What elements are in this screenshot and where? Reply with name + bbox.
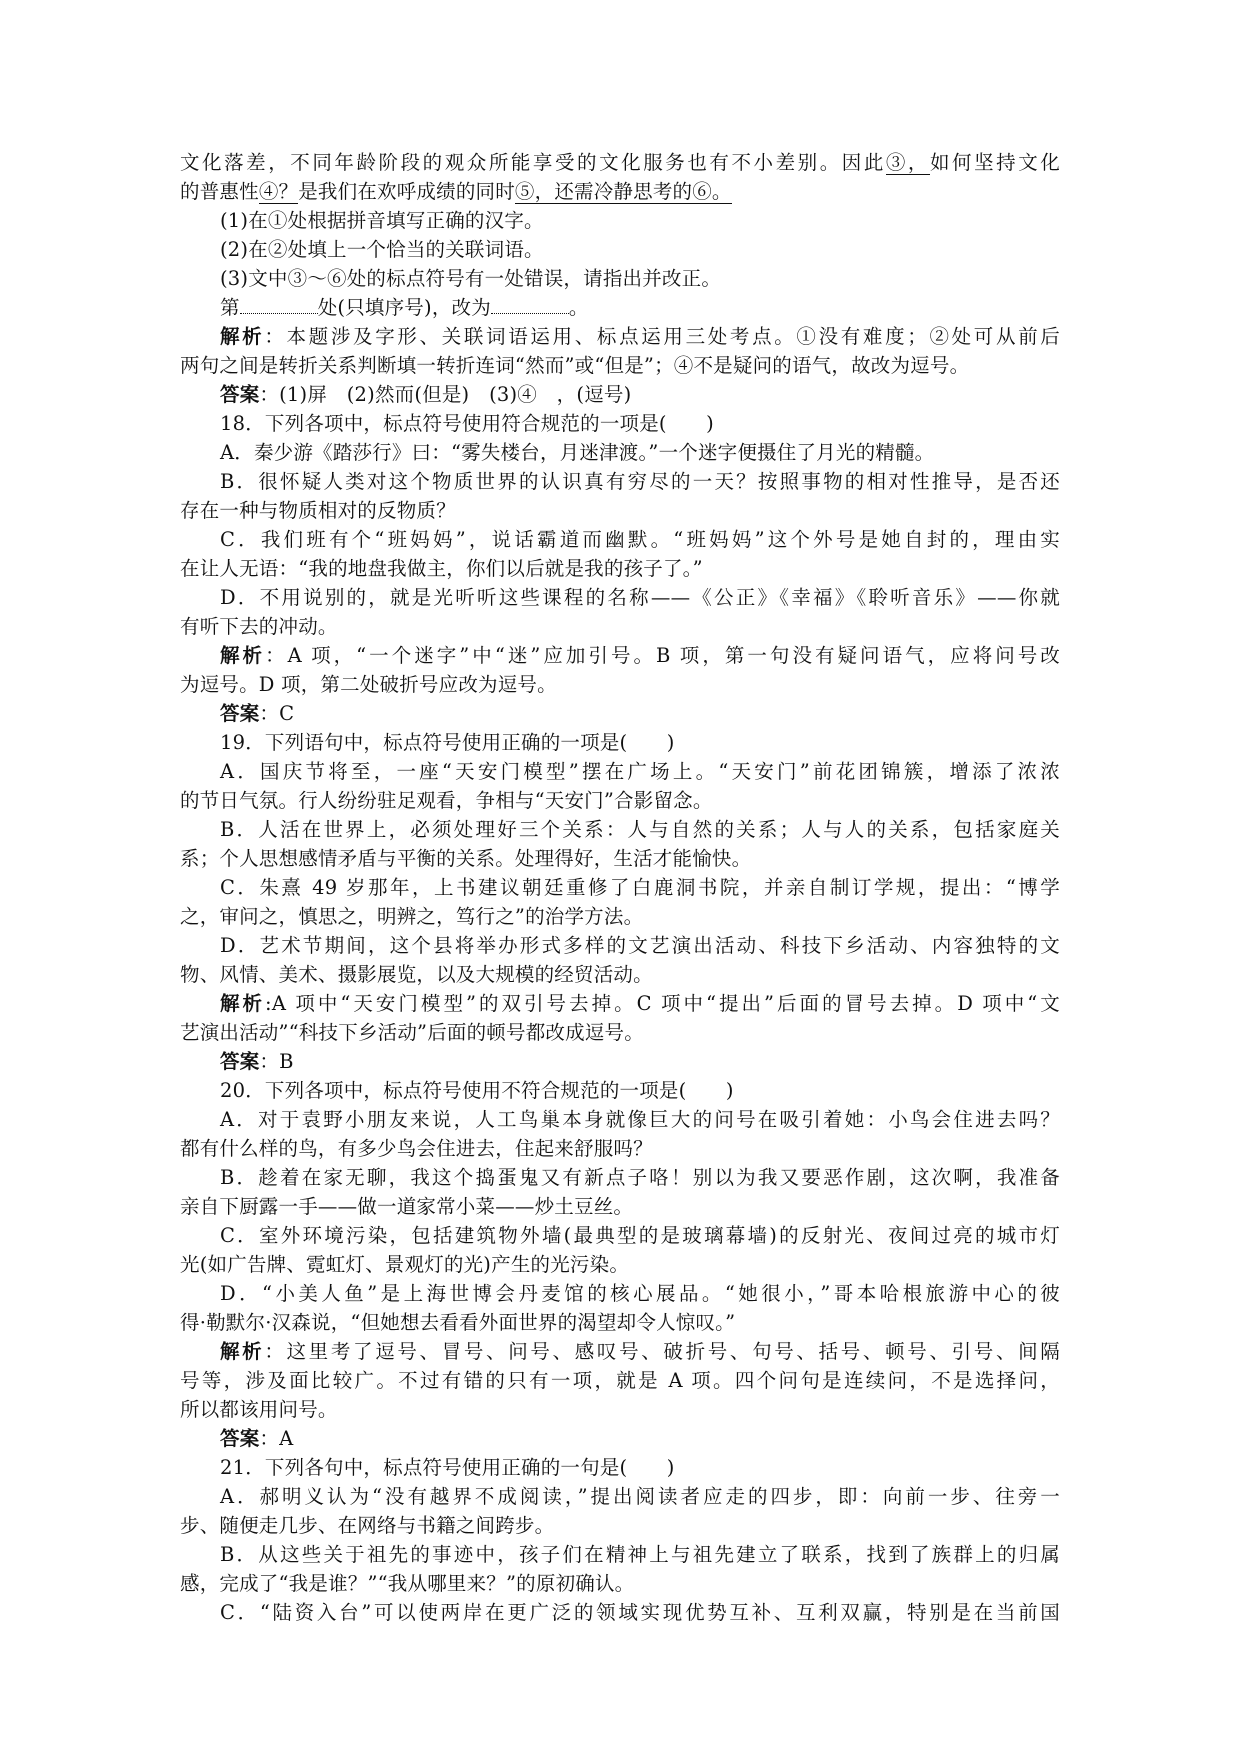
answer-label: 答案 [220,702,260,725]
q18-option-b-line-1: B．很怀疑人类对这个物质世界的认识真有穷尽的一天？按照事物的相对性推导，是否还 [220,470,1060,493]
q19-stem: 19．下列语句中，标点符号使用正确的一项是( ) [220,731,675,754]
answer-label: 答案 [220,383,260,406]
document-page [180,148,1060,1627]
q19-option-b-line-2: 系；个人思想感情矛盾与平衡的关系。处理得好，生活才能愉快。 [180,847,752,870]
q19-option-c-line-2: 之，审问之，慎思之，明辨之，笃行之”的治学方法。 [180,905,644,928]
q19-option-c-line-1: C．朱熹 49 岁那年，上书建议朝廷重修了白鹿洞书院，并亲自制订学规，提出：“博学 [220,876,1060,899]
q18-analysis-line-2: 为逗号。D 项，第二处破折号应改为逗号。 [180,673,557,696]
q20-option-c-line-2: 光(如广告牌、霓虹灯、景观灯的光)产生的光污染。 [180,1253,630,1276]
q17-subquestion-2: (2)在②处填上一个恰当的关联词语。 [220,238,544,261]
q20-option-a-line-1: A．对于袁野小朋友来说，人工鸟巢本身就像巨大的问号在吸引着她：小鸟会住进去吗？ [220,1108,1060,1131]
q17-subquestion-3: (3)文中③～⑥处的标点符号有一处错误，请指出并改正。 [220,267,722,290]
q20-analysis-line-1: 解析：这里考了逗号、冒号、问号、感叹号、破折号、句号、括号、顿号、引号、间隔 [220,1340,1060,1363]
q18-option-c-line-1: C．我们班有个“班妈妈”，说话霸道而幽默。“班妈妈”这个外号是她自封的，理由实 [220,528,1060,551]
answer-blank-1 [240,295,318,314]
q19-option-d-line-1: D．艺术节期间，这个县将举办形式多样的文艺演出活动、科技下乡活动、内容独特的文 [220,934,1060,957]
q18-stem: 18．下列各项中，标点符号使用符合规范的一项是( ) [220,412,714,435]
q17-text-line-1: 文化落差，不同年龄阶段的观众所能享受的文化服务也有不小差别。因此③，如何坚持文化 [180,151,1060,174]
q18-option-d-line-2: 有听下去的冲动。 [180,615,338,638]
q19-option-b-line-1: B．人活在世界上，必须处理好三个关系：人与自然的关系；人与人的关系，包括家庭关 [220,818,1060,841]
q21-option-b-line-2: 感，完成了“我是谁？”“我从哪里来？”的原初确认。 [180,1572,635,1595]
q19-option-d-line-2: 物、风情、美术、摄影展览，以及大规模的经贸活动。 [180,963,653,986]
q19-analysis-line-1: 解析:A 项中“天安门模型”的双引号去掉。C 项中“提出”后面的冒号去掉。D 项中“文 [220,992,1060,1015]
q18-option-a: A．秦少游《踏莎行》曰：“雾失楼台，月迷津渡。”一个迷字便摄住了月光的精髓。 [220,441,935,464]
q18-analysis-line-1: 解析：A 项，“一个迷字”中“迷”应加引号。B 项，第一句没有疑问语气，应将问号改 [220,644,1060,667]
q18-option-d-line-1: D．不用说别的，就是光听听这些课程的名称——《公正》《幸福》《聆听音乐》——你就 [220,586,1060,609]
q18-answer: 答案：C [220,702,295,725]
answer-label: 答案 [220,1050,260,1073]
q21-stem: 21．下列各句中，标点符号使用正确的一句是( ) [220,1456,675,1479]
q17-text-line-2: 的普惠性④？是我们在欢呼成绩的同时⑤，还需冷静思考的⑥。 [180,180,732,203]
q18-option-b-line-2: 存在一种与物质相对的反物质？ [180,499,456,522]
q20-option-b-line-2: 亲自下厨露一手——做一道家常小菜——炒土豆丝。 [180,1195,634,1218]
answer-label: 答案 [220,1427,260,1450]
q17-subquestion-1: (1)在①处根据拼音填写正确的汉字。 [220,209,544,232]
q17-analysis-line-1: 解析：本题涉及字形、关联词语运用、标点运用三处考点。①没有难度；②处可从前后 [220,325,1060,348]
analysis-label: 解析 [220,325,265,348]
q20-stem: 20．下列各项中，标点符号使用不符合规范的一项是( ) [220,1079,734,1102]
q20-option-a-line-2: 都有什么样的鸟，有多少鸟会住进去，住起来舒服吗？ [180,1137,653,1160]
q20-option-d-line-2: 得·勒默尔·汉森说，“但她想去看看外面世界的渴望却令人惊叹。” [180,1311,736,1334]
answer-blank-2 [491,295,569,314]
q21-option-a-line-1: A．郝明义认为“没有越界不成阅读，”提出阅读者应走的四步，即：向前一步、往旁一 [220,1485,1060,1508]
marker-3: ③， [885,151,930,174]
q19-option-a-line-1: A．国庆节将至，一座“天安门模型”摆在广场上。“天安门”前花团锦簇，增添了浓浓 [220,760,1060,783]
q21-option-a-line-2: 步、随便走几步、在网络与书籍之间跨步。 [180,1514,555,1537]
q20-answer: 答案：A [220,1427,294,1450]
q17-answer: 答案：(1)屏 (2)然而(但是) (3)④ ，(逗号) [220,383,632,406]
q19-option-a-line-2: 的节日气氛。行人纷纷驻足观看，争相与“天安门”合影留念。 [180,789,713,812]
marker-6: ⑥。 [692,180,732,203]
q21-option-c-line-1: C．“陆资入台”可以使两岸在更广泛的领域实现优势互补、互利双赢，特别是在当前国 [220,1601,1060,1624]
analysis-label: 解析 [220,992,266,1015]
q19-analysis-line-2: 艺演出活动”“科技下乡活动”后面的顿号都改成逗号。 [180,1021,644,1044]
q17-fill-line: 第 处(只填序号)，改为 。 [220,296,589,319]
q17-analysis-line-2: 两句之间是转折关系判断填一转折连词“然而”或“但是”；④不是疑问的语气，故改为逗号。 [180,354,970,377]
q18-option-c-line-2: 在让人无语：“我的地盘我做主，你们以后就是我的孩子了。” [180,557,703,580]
analysis-label: 解析 [220,644,266,667]
q20-analysis-line-2: 号等，涉及面比较广。不过有错的只有一项，就是 A 项。四个问句是连续问，不是选择问， [180,1369,1060,1392]
analysis-label: 解析 [220,1340,265,1363]
q19-answer: 答案：B [220,1050,294,1073]
marker-4: ④？ [258,180,299,203]
q20-option-b-line-1: B．趁着在家无聊，我这个捣蛋鬼又有新点子咯！别以为我又要恶作剧，这次啊，我准备 [220,1166,1060,1189]
q20-option-c-line-1: C．室外环境污染，包括建筑物外墙(最典型的是玻璃幕墙)的反射光、夜间过亮的城市灯 [220,1224,1060,1247]
q21-option-b-line-1: B．从这些关于祖先的事迹中，孩子们在精神上与祖先建立了联系，找到了族群上的归属 [220,1543,1060,1566]
q20-analysis-line-3: 所以都该用问号。 [180,1398,338,1421]
marker-5: ⑤， [514,180,555,203]
q20-option-d-line-1: D．“小美人鱼”是上海世博会丹麦馆的核心展品。“她很小，”哥本哈根旅游中心的彼 [220,1282,1060,1305]
